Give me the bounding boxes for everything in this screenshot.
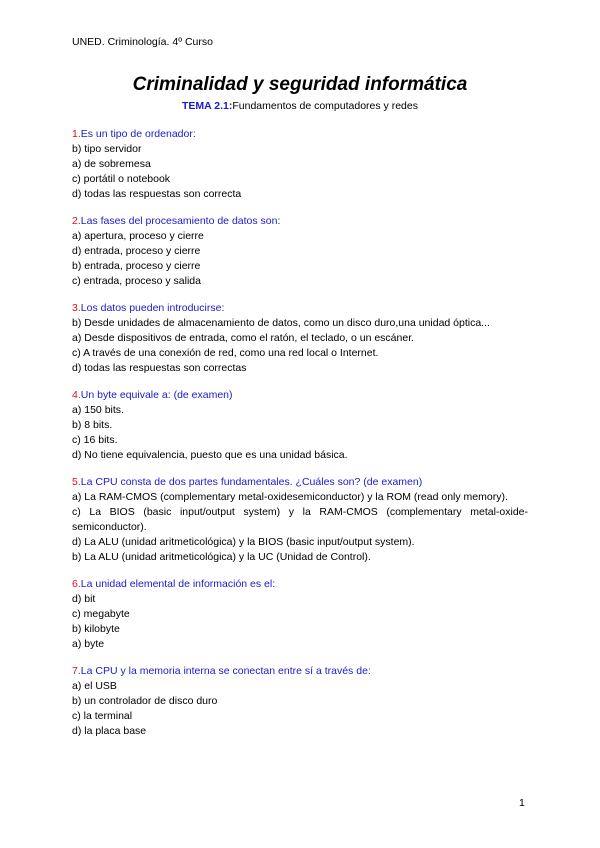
question-text: La CPU y la memoria interna se conectan entre sí a través de: (80, 665, 371, 677)
question-number: 3. (72, 302, 81, 314)
question-text: Las fases del procesamiento de datos son: (80, 215, 281, 227)
answer-option: b) La ALU (unidad aritmeticológica) y la UC (Unidad de Control). (72, 551, 371, 563)
answer-option: a) 150 bits. (72, 404, 124, 416)
answer-option: c) 16 bits. (72, 434, 118, 446)
answer-option: a) byte (72, 638, 105, 650)
answer-option: c) portátil o notebook (72, 173, 171, 185)
question-title (72, 475, 528, 490)
document-subtitle (0, 100, 600, 112)
question-title (72, 127, 528, 142)
question-title (72, 214, 528, 229)
page-number: 1 (519, 797, 525, 809)
question-block (72, 301, 528, 376)
question-number: 2. (72, 215, 81, 227)
question-block (72, 577, 528, 652)
question-text: Un byte equivale a: (de examen) (80, 389, 233, 401)
answer-option: d) bit (72, 593, 96, 605)
answer-option: b) 8 bits. (72, 419, 113, 431)
question-text: La unidad elemental de información es el: (80, 578, 276, 590)
question-number: 6. (72, 578, 81, 590)
answer-option: d) todas las respuestas son correctas (72, 362, 247, 374)
answer-option: b) Desde unidades de almacenamiento de datos, como un disco duro,una unidad óptica... (72, 317, 490, 329)
question-text: Es un tipo de ordenador: (80, 128, 196, 140)
answer-option: c) la terminal (72, 710, 133, 722)
answer-option: a) La RAM-CMOS (complementary metal-oxidesemiconductor) y la ROM (read only memory). (72, 491, 508, 503)
question-title (72, 388, 528, 403)
answer-option: c) La BIOS (basic input/output system) y la RAM-CMOS (complementary metal-oxide-semiconductor). (72, 506, 528, 533)
question-number: 5. (72, 476, 81, 488)
question-block (72, 475, 528, 565)
answer-option: d) entrada, proceso y cierre (72, 245, 201, 257)
question-block (72, 127, 528, 202)
question-title (72, 577, 528, 592)
tema-label: TEMA 2.1: (182, 100, 233, 112)
answer-option: d) la placa base (72, 725, 147, 737)
answer-option: d) No tiene equivalencia, puesto que es una unidad básica. (72, 449, 348, 461)
question-text: Los datos pueden introducirse: (80, 302, 225, 314)
answer-option: c) A través de una conexión de red, como una red local o Internet. (72, 347, 379, 359)
question-title (72, 664, 528, 679)
question-title (72, 301, 528, 316)
answer-option: b) tipo servidor (72, 143, 142, 155)
answer-option: b) un controlador de disco duro (72, 695, 218, 707)
answer-option: a) apertura, proceso y cierre (72, 230, 204, 242)
tema-text: Fundamentos de computadores y redes (232, 100, 418, 112)
question-text: La CPU consta de dos partes fundamentales. ¿Cuáles son? (de examen) (80, 476, 423, 488)
answer-option: d) La ALU (unidad aritmeticológica) y la BIOS (basic input/output system). (72, 536, 415, 548)
question-number: 1. (72, 128, 81, 140)
question-list (72, 127, 528, 751)
answer-option: a) el USB (72, 680, 117, 692)
question-block (72, 214, 528, 289)
answer-option: a) de sobremesa (72, 158, 151, 170)
answer-option: a) Desde dispositivos de entrada, como el ratón, el teclado, o un escáner. (72, 332, 415, 344)
answer-option: c) megabyte (72, 608, 130, 620)
document-title: Criminalidad y seguridad informática (132, 74, 468, 95)
question-number: 7. (72, 665, 81, 677)
answer-option: b) entrada, proceso y cierre (72, 260, 201, 272)
answer-option: b) kilobyte (72, 623, 120, 635)
question-block (72, 388, 528, 463)
answer-option: d) todas las respuestas son correcta (72, 188, 242, 200)
question-block (72, 664, 528, 739)
page-header: UNED. Criminología. 4º Curso (72, 36, 213, 48)
question-number: 4. (72, 389, 81, 401)
answer-option: c) entrada, proceso y salida (72, 275, 201, 287)
